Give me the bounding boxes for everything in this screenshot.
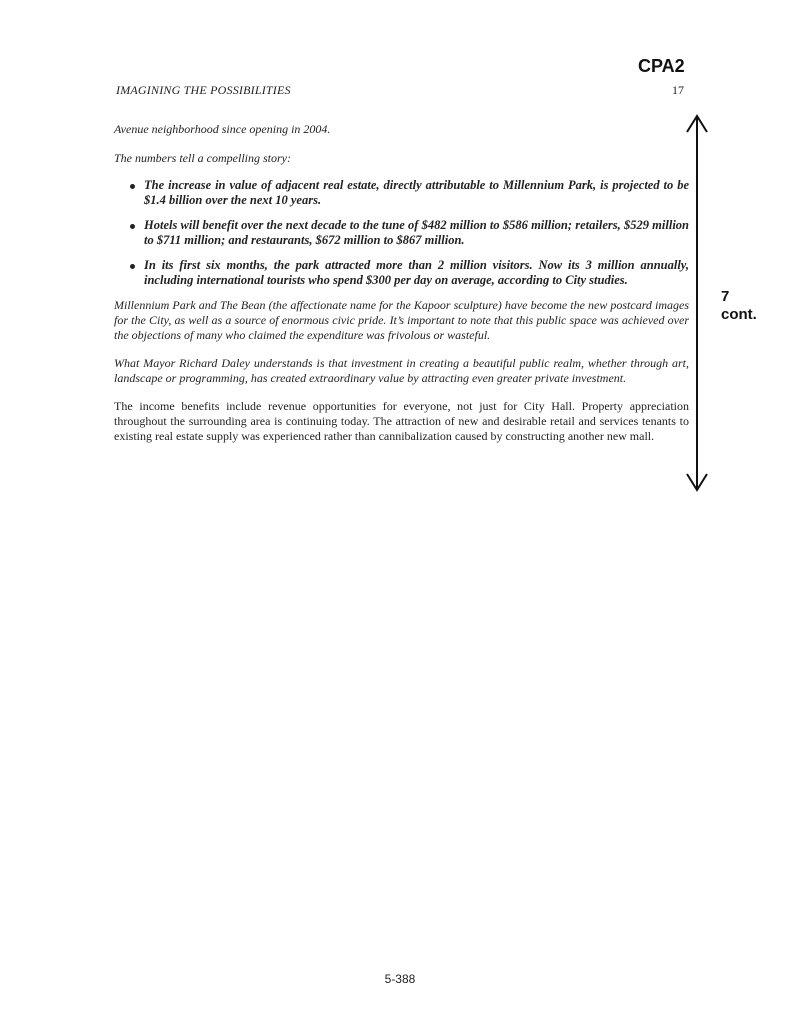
bullet-icon <box>130 184 135 189</box>
body-text <box>114 122 689 444</box>
comment-number: 7 <box>721 288 730 305</box>
statistics-list <box>114 178 689 288</box>
bracket-arrow-icon <box>684 112 710 496</box>
document-code: CPA2 <box>638 56 685 76</box>
intro-line: Avenue neighborhood since opening in 2004. <box>114 122 331 136</box>
comment-cont-label: cont. <box>721 306 757 323</box>
bullet-icon <box>130 264 135 269</box>
numbers-intro: The numbers tell a compelling story: <box>114 151 291 165</box>
list-item <box>114 178 689 208</box>
list-item-text: The increase in value of adjacent real estate, directly attributable to Millennium Park, is projected to be $1.4 billion over the next 10 years. <box>144 178 689 207</box>
running-head: IMAGINING THE POSSIBILITIES <box>116 83 291 97</box>
paragraph-mayor-daley: What Mayor Richard Daley understands is that investment in creating a beautiful public realm, whether through art, landscape or programming, has created extraordinary value by attracting even greater private investment. <box>114 356 689 385</box>
list-item <box>114 258 689 288</box>
page-number: 17 <box>672 83 684 97</box>
list-item-text: In its first six months, the park attracted more than 2 million visitors. Now its 3 million annually, including international tourists who spend $300 per day on average, according to City studies. <box>144 258 689 287</box>
comment-marker <box>721 288 757 324</box>
footer-page-code: 5-388 <box>384 972 416 986</box>
paragraph-income-benefits: The income benefits include revenue opportunities for everyone, not just for City Hall. Property appreciation throughout the surrounding area is continuing today. The attraction of new and desirable retail and services tenants to existing real estate supply was experienced rather than cannibalization caused by constructing another new mall. <box>114 399 689 443</box>
paragraph-millennium-park: Millennium Park and The Bean (the affectionate name for the Kapoor sculpture) have become the new postcard images for the City, as well as a source of enormous civic pride. It’s important to note that this public space was achieved over the objections of many who claimed the expenditure was frivolous or wasteful. <box>114 298 689 342</box>
bullet-icon <box>130 224 135 229</box>
list-item <box>114 218 689 248</box>
list-item-text: Hotels will benefit over the next decade to the tune of $482 million to $586 million; retailers, $529 million to $711 million; and restaurants, $672 million to $867 million. <box>144 218 689 247</box>
